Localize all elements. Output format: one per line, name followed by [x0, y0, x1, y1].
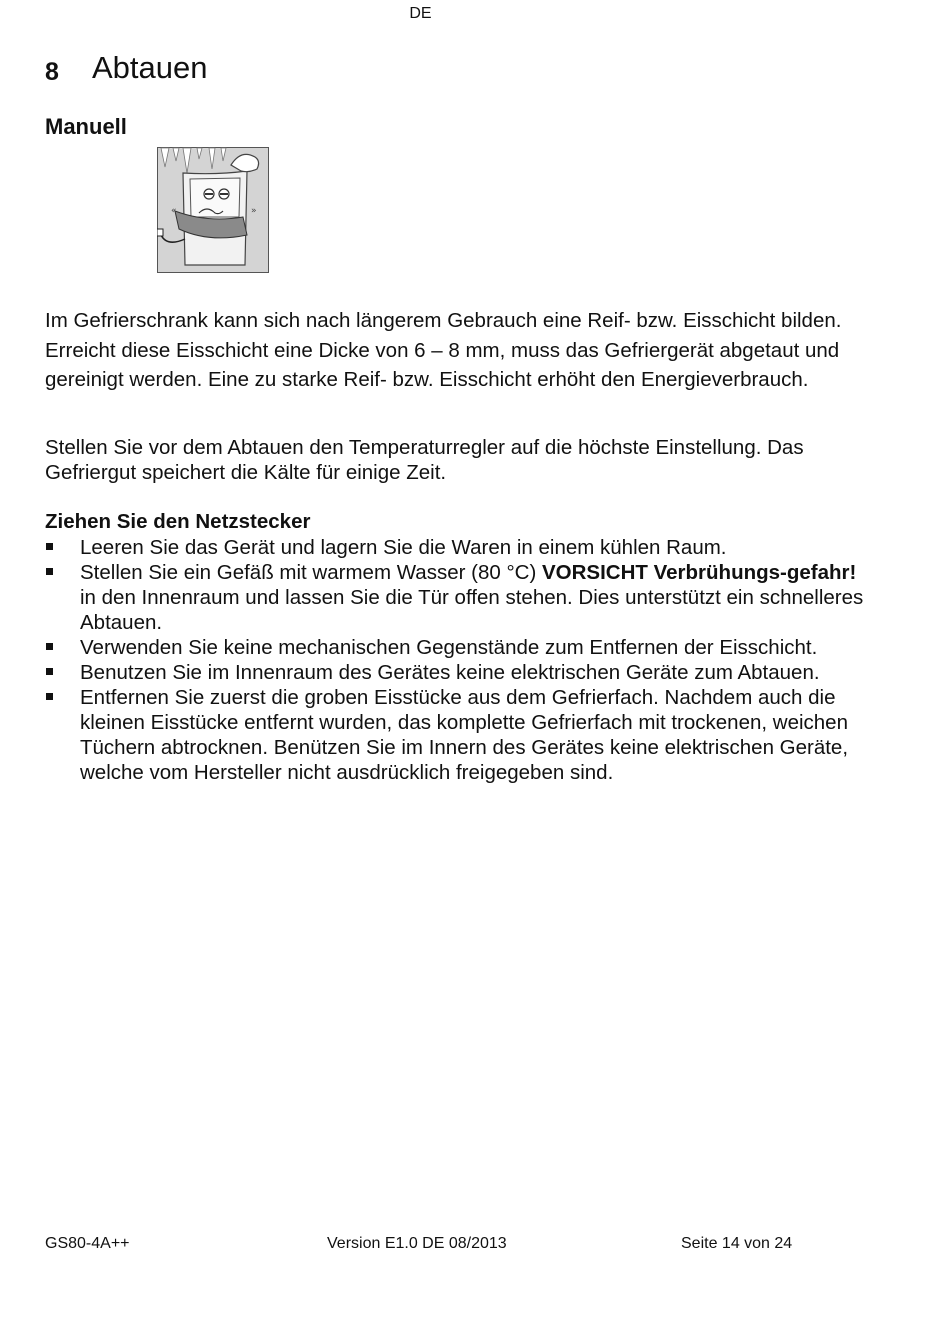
bullet-square-icon — [46, 643, 53, 650]
defrost-illustration-svg — [157, 147, 269, 273]
bullet-square-icon — [46, 568, 53, 575]
preparation-paragraph: Stellen Sie vor dem Abtauen den Temperaturregler auf die höchste Einstellung. Das Gefriergut speichert die Kälte für einige Zeit. — [45, 436, 804, 484]
footer-model: GS80-4A++ — [45, 1235, 130, 1252]
list-item-text: Verwenden Sie keine mechanischen Gegenstände zum Entfernen der Eisschicht. — [80, 636, 818, 659]
list-item — [45, 635, 875, 660]
list-item — [45, 685, 875, 785]
list-item-text: in den Innenraum und lassen Sie die Tür offen stehen. Dies unterstützt ein schnelleres Abtauen. — [80, 586, 864, 634]
footer-version: Version E1.0 DE 08/2013 — [327, 1235, 507, 1252]
chapter-title: Abtauen — [92, 50, 208, 85]
svg-text:»: » — [251, 206, 257, 216]
defrost-steps-list — [45, 535, 875, 785]
fridge-defrost-illustration — [157, 147, 269, 273]
list-item-text: Stellen Sie ein Gefäß mit warmem Wasser (80 °C) — [80, 561, 542, 584]
bullet-square-icon — [46, 693, 53, 700]
language-label: DE — [409, 5, 432, 22]
footer-page-number: Seite 14 von 24 — [681, 1235, 793, 1252]
list-item — [45, 535, 875, 560]
bullet-square-icon — [46, 543, 53, 550]
list-item — [45, 560, 875, 635]
scald-warning: VORSICHT Verbrühungs-gefahr! — [541, 561, 857, 584]
svg-text:«: « — [171, 206, 177, 216]
intro-paragraph: Im Gefrierschrank kann sich nach längerem Gebrauch eine Reif- bzw. Eisschicht bilden. Erreicht diese Eisschicht eine Dicke von 6 – 8 mm, muss das Gefriergerät abgetaut und gereinigt werden. Eine zu starke Reif- bzw. Eisschicht erhöht den Energieverbrauch. — [45, 309, 842, 391]
list-item-text: Entfernen Sie zuerst die groben Eisstücke aus dem Gefrierfach. Nachdem auch die kleinen Eisstücke entfernt wurden, das komplette Gefrierfach mit trockenen, weichen Tüchern abtrocknen. Benützen Sie im Innern des Gerätes keine elektrischen Geräte, welche vom Hersteller nicht ausdrücklich freigegeben sind. — [80, 686, 849, 784]
steps-heading: Ziehen Sie den Netzstecker — [45, 510, 311, 533]
list-item-text: Leeren Sie das Gerät und lagern Sie die Waren in einem kühlen Raum. — [80, 536, 727, 559]
bullet-square-icon — [46, 668, 53, 675]
list-item-text: Benutzen Sie im Innenraum des Gerätes keine elektrischen Geräte zum Abtauen. — [80, 661, 820, 684]
chapter-number: 8 — [45, 58, 59, 86]
section-subheading: Manuell — [45, 114, 127, 139]
list-item — [45, 660, 875, 685]
